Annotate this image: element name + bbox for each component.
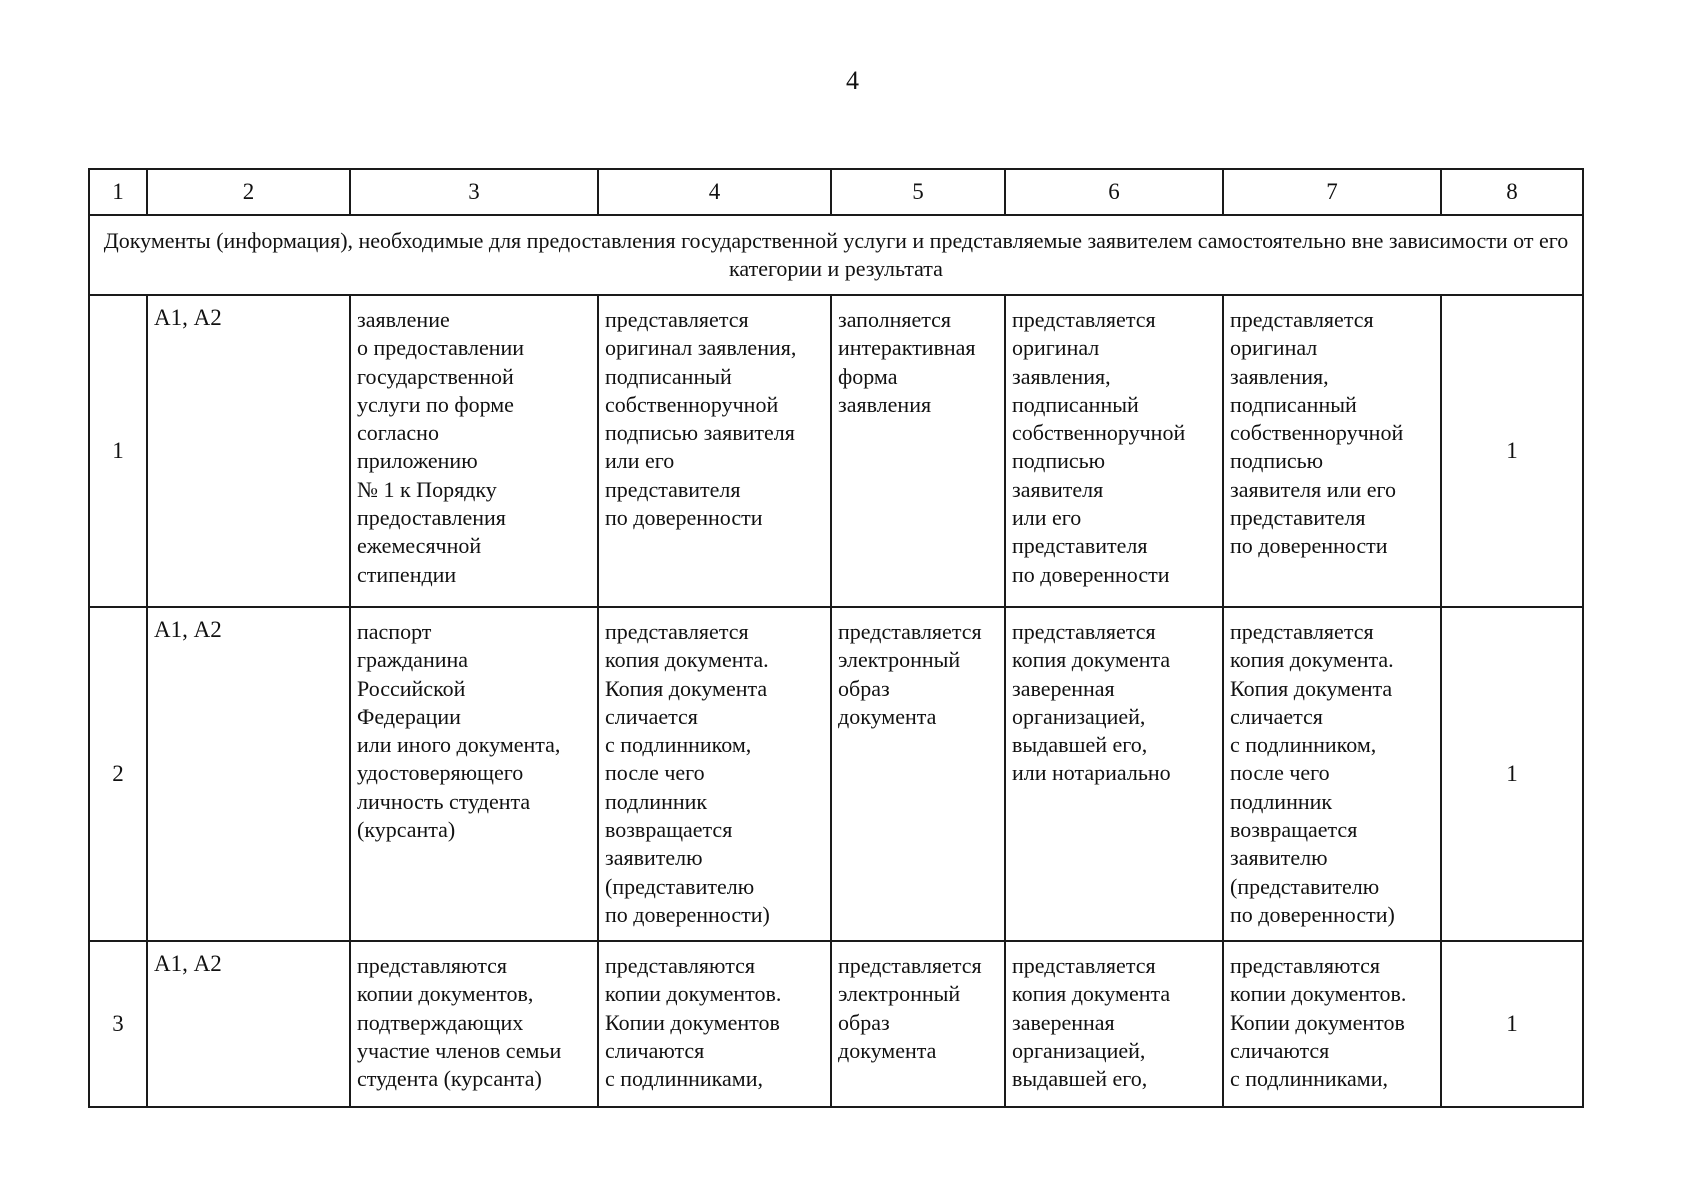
copies-count: 1	[1441, 295, 1583, 607]
row-number: 1	[89, 295, 147, 607]
table-row	[89, 295, 1583, 607]
applicant-categories: А1, А2	[147, 295, 350, 607]
applicant-categories: А1, А2	[147, 941, 350, 1107]
column-number: 7	[1223, 169, 1441, 215]
table-row	[89, 941, 1583, 1107]
column-number: 4	[598, 169, 831, 215]
mfc-submission: представляется копия документа. Копия документа сличается с подлинником, после чего подлинник возвращается заявителю (представителю по доверенности)	[1223, 607, 1441, 941]
column-number: 2	[147, 169, 350, 215]
column-number: 6	[1005, 169, 1223, 215]
postal-submission: представляется оригинал заявления, подписанный собственноручной подписью заявителя или его представителя по доверенности	[1005, 295, 1223, 607]
column-number: 8	[1441, 169, 1583, 215]
section-title: Документы (информация), необходимые для предоставления государственной услуги и представляемые заявителем самостоятельно вне зависимости от его категории и результата	[89, 215, 1583, 295]
copies-count: 1	[1441, 607, 1583, 941]
document-name: паспорт гражданина Российской Федерации или иного документа, удостоверяющего личность студента (курсанта)	[350, 607, 598, 941]
row-number: 2	[89, 607, 147, 941]
document-name: представляются копии документов, подтверждающих участие членов семьи студента (курсанта)	[350, 941, 598, 1107]
mfc-submission: представляются копии документов. Копии документов сличаются с подлинниками,	[1223, 941, 1441, 1107]
section-row	[89, 215, 1583, 295]
row-number: 3	[89, 941, 147, 1107]
applicant-categories: А1, А2	[147, 607, 350, 941]
mfc-submission: представляется оригинал заявления, подписанный собственноручной подписью заявителя или его представителя по доверенности	[1223, 295, 1441, 607]
electronic-submission: заполняется интерактивная форма заявления	[831, 295, 1005, 607]
column-number-row	[89, 169, 1583, 215]
in-person-submission: представляется копия документа. Копия документа сличается с подлинником, после чего подлинник возвращается заявителю (представителю по доверенности)	[598, 607, 831, 941]
in-person-submission: представляются копии документов. Копии документов сличаются с подлинниками,	[598, 941, 831, 1107]
electronic-submission: представляется электронный образ документа	[831, 941, 1005, 1107]
column-number: 3	[350, 169, 598, 215]
table-row	[89, 607, 1583, 941]
postal-submission: представляется копия документа заверенная организацией, выдавшей его, или нотариально	[1005, 607, 1223, 941]
page-number: 4	[846, 66, 859, 95]
column-number: 1	[89, 169, 147, 215]
postal-submission: представляется копия документа заверенная организацией, выдавшей его,	[1005, 941, 1223, 1107]
copies-count: 1	[1441, 941, 1583, 1107]
documents-table	[88, 168, 1584, 1108]
document-name: заявление о предоставлении государственной услуги по форме согласно приложению № 1 к Порядку предоставления ежемесячной стипендии	[350, 295, 598, 607]
column-number: 5	[831, 169, 1005, 215]
in-person-submission: представляется оригинал заявления, подписанный собственноручной подписью заявителя или его представителя по доверенности	[598, 295, 831, 607]
electronic-submission: представляется электронный образ документа	[831, 607, 1005, 941]
